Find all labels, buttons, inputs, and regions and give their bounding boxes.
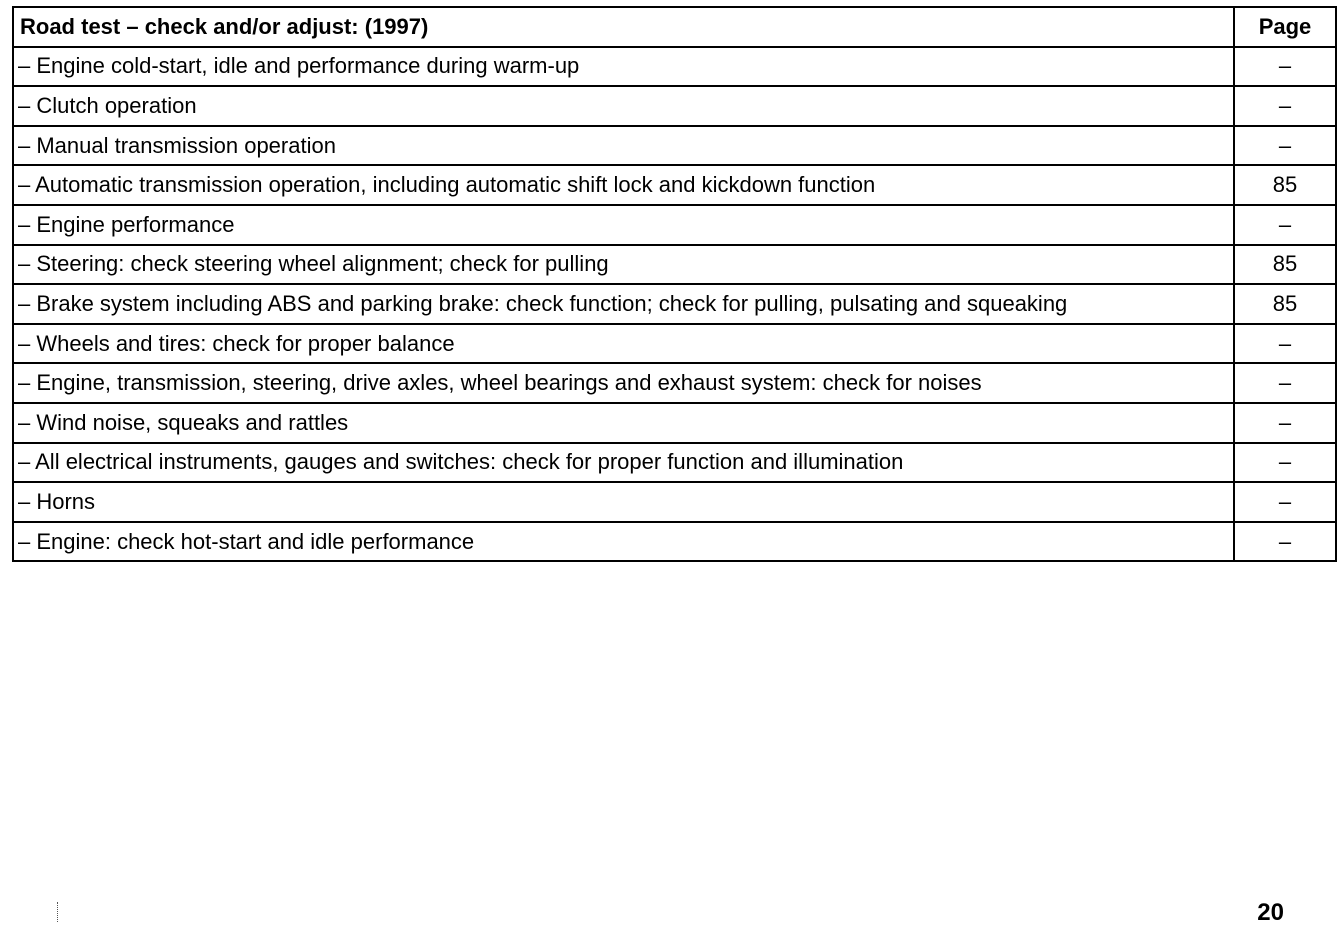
row-page: –	[1234, 86, 1336, 126]
table-row	[13, 482, 1336, 522]
road-test-table	[12, 6, 1337, 562]
page-number: 20	[1257, 899, 1284, 926]
row-page: –	[1234, 403, 1336, 443]
row-item: – Manual transmission operation	[13, 126, 1234, 166]
row-item: – All electrical instruments, gauges and switches: check for proper function and illumination	[13, 443, 1234, 483]
row-page: 85	[1234, 245, 1336, 285]
row-item: – Automatic transmission operation, including automatic shift lock and kickdown function	[13, 165, 1234, 205]
table-row	[13, 165, 1336, 205]
row-item: – Steering: check steering wheel alignment; check for pulling	[13, 245, 1234, 285]
table-title: Road test – check and/or adjust: (1997)	[13, 7, 1234, 47]
row-item: – Engine performance	[13, 205, 1234, 245]
row-item: – Engine, transmission, steering, drive axles, wheel bearings and exhaust system: check for noises	[13, 363, 1234, 403]
row-page: –	[1234, 324, 1336, 364]
table-row	[13, 284, 1336, 324]
table-row	[13, 403, 1336, 443]
table-row	[13, 324, 1336, 364]
row-page: –	[1234, 443, 1336, 483]
row-page: –	[1234, 363, 1336, 403]
table-row	[13, 47, 1336, 87]
row-page: –	[1234, 47, 1336, 87]
row-item: – Horns	[13, 482, 1234, 522]
table-row	[13, 363, 1336, 403]
row-item: – Wind noise, squeaks and rattles	[13, 403, 1234, 443]
row-page: 85	[1234, 284, 1336, 324]
page-column-header: Page	[1234, 7, 1336, 47]
row-page: –	[1234, 522, 1336, 562]
row-item: – Brake system including ABS and parking brake: check function; check for pulling, pulsating and squeaking	[13, 284, 1234, 324]
row-page: –	[1234, 482, 1336, 522]
table-row	[13, 126, 1336, 166]
table-row	[13, 522, 1336, 562]
table-row	[13, 86, 1336, 126]
row-page: –	[1234, 205, 1336, 245]
row-page: 85	[1234, 165, 1336, 205]
row-item: – Engine: check hot-start and idle performance	[13, 522, 1234, 562]
table-row	[13, 443, 1336, 483]
table-row	[13, 245, 1336, 285]
row-item: – Clutch operation	[13, 86, 1234, 126]
table-header-row	[13, 7, 1336, 47]
table-row	[13, 205, 1336, 245]
row-item: – Wheels and tires: check for proper balance	[13, 324, 1234, 364]
row-item: – Engine cold-start, idle and performance during warm-up	[13, 47, 1234, 87]
scan-artifact	[57, 902, 59, 922]
row-page: –	[1234, 126, 1336, 166]
